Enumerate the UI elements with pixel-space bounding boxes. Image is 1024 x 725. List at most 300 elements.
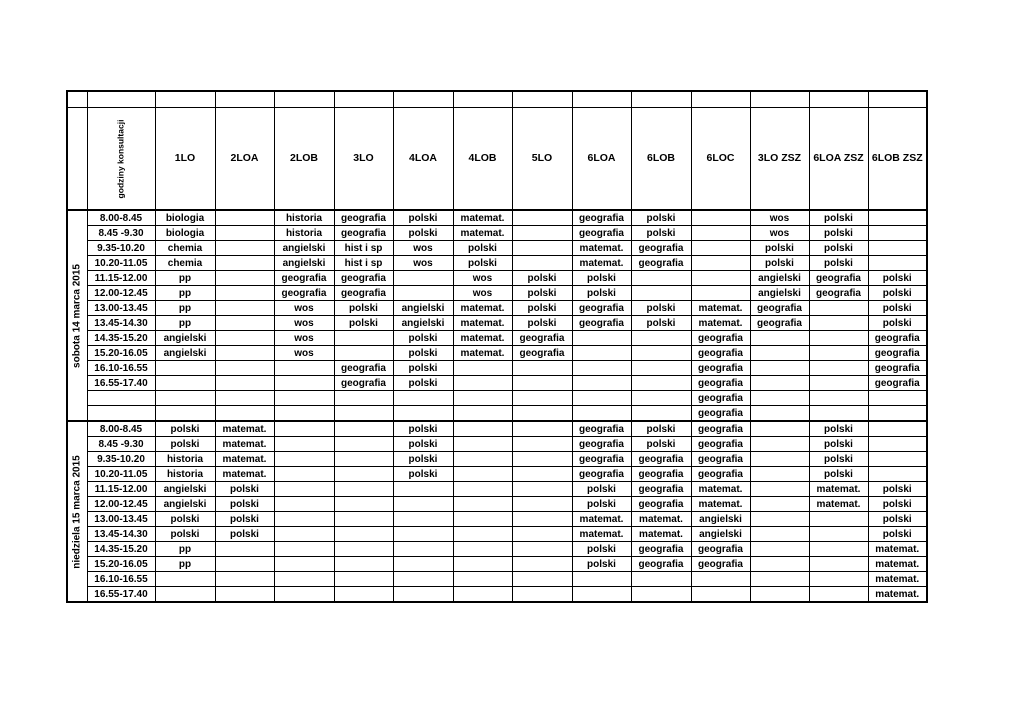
subject-cell <box>155 391 215 406</box>
subject-cell: wos <box>453 286 512 301</box>
subject-cell <box>868 452 927 467</box>
time-cell: 16.10-16.55 <box>87 572 155 587</box>
subject-cell <box>631 361 691 376</box>
subject-cell <box>691 210 750 226</box>
subject-cell: angielski <box>155 331 215 346</box>
subject-cell: wos <box>274 316 334 331</box>
time-cell <box>87 391 155 406</box>
subject-cell <box>809 316 868 331</box>
schedule-row <box>67 482 927 497</box>
subject-cell: matemat. <box>572 527 631 542</box>
subject-cell <box>572 376 631 391</box>
subject-cell: geografia <box>631 241 691 256</box>
time-cell: 16.10-16.55 <box>87 361 155 376</box>
subject-cell: geografia <box>334 286 393 301</box>
subject-cell: polski <box>393 467 453 482</box>
class-header-6LOA-ZSZ: 6LOA ZSZ <box>809 108 868 211</box>
schedule-table <box>66 90 928 603</box>
subject-cell <box>512 587 572 603</box>
subject-cell <box>215 286 274 301</box>
time-cell: 13.45-14.30 <box>87 527 155 542</box>
subject-cell <box>868 421 927 437</box>
subject-cell: biologia <box>155 226 215 241</box>
time-cell: 10.20-11.05 <box>87 467 155 482</box>
subject-cell: polski <box>512 286 572 301</box>
subject-cell: historia <box>155 452 215 467</box>
subject-cell: geografia <box>868 361 927 376</box>
subject-cell <box>750 437 809 452</box>
subject-cell: wos <box>274 346 334 361</box>
schedule-row <box>67 316 927 331</box>
subject-cell <box>572 361 631 376</box>
subject-cell <box>215 226 274 241</box>
subject-cell: matemat. <box>453 210 512 226</box>
subject-cell: polski <box>868 482 927 497</box>
subject-cell <box>274 497 334 512</box>
schedule-row <box>67 527 927 542</box>
subject-cell <box>809 542 868 557</box>
subject-cell <box>809 361 868 376</box>
subject-cell <box>393 497 453 512</box>
subject-cell: polski <box>631 210 691 226</box>
subject-cell <box>809 331 868 346</box>
subject-cell <box>750 391 809 406</box>
subject-cell <box>512 452 572 467</box>
subject-cell: polski <box>868 301 927 316</box>
day-label: sobota 14 marca 2015 <box>71 263 83 368</box>
subject-cell <box>215 587 274 603</box>
subject-cell: wos <box>393 256 453 271</box>
subject-cell: pp <box>155 286 215 301</box>
subject-cell: wos <box>274 301 334 316</box>
time-cell: 16.55-17.40 <box>87 376 155 391</box>
subject-cell <box>274 452 334 467</box>
subject-cell: geografia <box>572 421 631 437</box>
subject-cell: polski <box>868 512 927 527</box>
subject-cell: polski <box>393 346 453 361</box>
subject-cell: polski <box>809 452 868 467</box>
subject-cell <box>512 497 572 512</box>
subject-cell: wos <box>750 210 809 226</box>
subject-cell <box>393 482 453 497</box>
class-header-6LOA: 6LOA <box>572 108 631 211</box>
schedule-row <box>67 286 927 301</box>
subject-cell <box>155 572 215 587</box>
day-label-cell <box>67 210 87 421</box>
subject-cell: polski <box>868 316 927 331</box>
time-cell: 9.35-10.20 <box>87 241 155 256</box>
subject-cell <box>631 286 691 301</box>
subject-cell: angielski <box>393 316 453 331</box>
subject-cell: geografia <box>572 210 631 226</box>
subject-cell <box>453 482 512 497</box>
time-cell: 13.45-14.30 <box>87 316 155 331</box>
subject-cell: polski <box>572 482 631 497</box>
subject-cell <box>631 331 691 346</box>
subject-cell: biologia <box>155 210 215 226</box>
time-cell: 15.20-16.05 <box>87 557 155 572</box>
class-header-3LO-ZSZ: 3LO ZSZ <box>750 108 809 211</box>
subject-cell: polski <box>215 482 274 497</box>
subject-cell: geografia <box>572 316 631 331</box>
schedule-row <box>67 406 927 422</box>
subject-cell: polski <box>155 527 215 542</box>
subject-cell: polski <box>809 437 868 452</box>
blank-cell <box>691 91 750 108</box>
time-cell: 8.45 -9.30 <box>87 226 155 241</box>
subject-cell <box>631 587 691 603</box>
subject-cell: polski <box>750 241 809 256</box>
subject-cell: polski <box>155 421 215 437</box>
blank-cell <box>393 91 453 108</box>
schedule-row <box>67 497 927 512</box>
subject-cell: geografia <box>274 271 334 286</box>
top-blank-row <box>67 91 927 108</box>
subject-cell <box>453 437 512 452</box>
subject-cell <box>631 271 691 286</box>
subject-cell <box>572 391 631 406</box>
subject-cell: geografia <box>868 346 927 361</box>
subject-cell <box>334 572 393 587</box>
subject-cell: matemat. <box>572 256 631 271</box>
subject-cell: polski <box>809 241 868 256</box>
subject-cell: polski <box>393 421 453 437</box>
subject-cell: matemat. <box>453 301 512 316</box>
subject-cell <box>691 226 750 241</box>
subject-cell: geografia <box>334 376 393 391</box>
subject-cell <box>274 572 334 587</box>
subject-cell: geografia <box>691 331 750 346</box>
subject-cell: polski <box>631 437 691 452</box>
subject-cell <box>809 512 868 527</box>
subject-cell <box>334 527 393 542</box>
time-cell: 8.00-8.45 <box>87 210 155 226</box>
subject-cell <box>334 512 393 527</box>
subject-cell: geografia <box>334 361 393 376</box>
subject-cell <box>750 376 809 391</box>
subject-cell <box>393 286 453 301</box>
subject-cell <box>631 406 691 422</box>
subject-cell: geografia <box>631 482 691 497</box>
blank-cell <box>809 91 868 108</box>
subject-cell: angielski <box>750 286 809 301</box>
subject-cell: geografia <box>691 391 750 406</box>
subject-cell: polski <box>572 542 631 557</box>
subject-cell: angielski <box>155 346 215 361</box>
subject-cell <box>453 376 512 391</box>
subject-cell: angielski <box>691 512 750 527</box>
time-cell: 12.00-12.45 <box>87 286 155 301</box>
schedule-row <box>67 376 927 391</box>
subject-cell <box>334 542 393 557</box>
subject-cell <box>334 482 393 497</box>
header-corner-cell <box>67 108 87 211</box>
subject-cell: matemat. <box>453 331 512 346</box>
subject-cell: polski <box>868 286 927 301</box>
subject-cell: matemat. <box>215 421 274 437</box>
subject-cell: geografia <box>691 361 750 376</box>
subject-cell <box>750 361 809 376</box>
subject-cell: historia <box>274 226 334 241</box>
subject-cell: polski <box>155 437 215 452</box>
class-header-3LO: 3LO <box>334 108 393 211</box>
blank-cell <box>572 91 631 108</box>
subject-cell: geografia <box>631 557 691 572</box>
subject-cell <box>215 361 274 376</box>
subject-cell <box>453 557 512 572</box>
subject-cell <box>334 346 393 361</box>
subject-cell <box>274 467 334 482</box>
subject-cell <box>155 587 215 603</box>
time-cell: 8.45 -9.30 <box>87 437 155 452</box>
subject-cell: polski <box>215 497 274 512</box>
subject-cell <box>631 376 691 391</box>
subject-cell <box>750 512 809 527</box>
blank-cell <box>215 91 274 108</box>
subject-cell: polski <box>868 271 927 286</box>
time-cell: 8.00-8.45 <box>87 421 155 437</box>
subject-cell <box>334 452 393 467</box>
subject-cell <box>453 467 512 482</box>
schedule-row <box>67 241 927 256</box>
subject-cell: polski <box>631 301 691 316</box>
subject-cell: hist i sp <box>334 256 393 271</box>
subject-cell <box>453 512 512 527</box>
subject-cell: pp <box>155 301 215 316</box>
subject-cell: matemat. <box>691 301 750 316</box>
subject-cell <box>453 452 512 467</box>
subject-cell <box>274 542 334 557</box>
subject-cell <box>215 557 274 572</box>
subject-cell <box>215 406 274 422</box>
blank-cell <box>334 91 393 108</box>
subject-cell <box>750 406 809 422</box>
subject-cell: chemia <box>155 256 215 271</box>
schedule-row <box>67 301 927 316</box>
subject-cell: geografia <box>334 226 393 241</box>
subject-cell: geografia <box>274 286 334 301</box>
subject-cell <box>512 361 572 376</box>
subject-cell: polski <box>809 467 868 482</box>
subject-cell <box>512 376 572 391</box>
subject-cell: polski <box>631 421 691 437</box>
subject-cell <box>691 286 750 301</box>
subject-cell <box>393 527 453 542</box>
subject-cell: geografia <box>809 271 868 286</box>
subject-cell: geografia <box>512 346 572 361</box>
subject-cell: polski <box>393 452 453 467</box>
subject-cell <box>334 437 393 452</box>
subject-cell: wos <box>393 241 453 256</box>
subject-cell <box>334 331 393 346</box>
subject-cell: geografia <box>572 467 631 482</box>
subject-cell: geografia <box>631 542 691 557</box>
subject-cell <box>512 542 572 557</box>
time-cell: 11.15-12.00 <box>87 271 155 286</box>
subject-cell <box>512 421 572 437</box>
subject-cell <box>750 452 809 467</box>
schedule-row <box>67 226 927 241</box>
subject-cell <box>274 512 334 527</box>
subject-cell <box>274 557 334 572</box>
blank-cell <box>67 91 87 108</box>
subject-cell: polski <box>572 286 631 301</box>
subject-cell <box>453 421 512 437</box>
subject-cell <box>750 331 809 346</box>
subject-cell <box>631 346 691 361</box>
subject-cell: geografia <box>868 331 927 346</box>
header-row <box>67 108 927 211</box>
subject-cell: matemat. <box>453 226 512 241</box>
subject-cell <box>512 437 572 452</box>
subject-cell <box>572 572 631 587</box>
schedule-row <box>67 587 927 603</box>
subject-cell <box>215 391 274 406</box>
subject-cell: pp <box>155 271 215 286</box>
subject-cell: polski <box>393 437 453 452</box>
subject-cell: polski <box>215 512 274 527</box>
blank-cell <box>274 91 334 108</box>
subject-cell: matemat. <box>631 512 691 527</box>
subject-cell <box>155 376 215 391</box>
subject-cell <box>274 587 334 603</box>
subject-cell: geografia <box>691 406 750 422</box>
subject-cell <box>453 542 512 557</box>
time-cell: 16.55-17.40 <box>87 587 155 603</box>
subject-cell <box>809 346 868 361</box>
subject-cell <box>393 557 453 572</box>
subject-cell <box>215 316 274 331</box>
schedule-body <box>67 91 927 602</box>
subject-cell <box>453 572 512 587</box>
subject-cell: polski <box>809 226 868 241</box>
blank-cell <box>631 91 691 108</box>
time-cell: 15.20-16.05 <box>87 346 155 361</box>
subject-cell: polski <box>572 271 631 286</box>
subject-cell <box>155 406 215 422</box>
subject-cell: polski <box>393 376 453 391</box>
subject-cell: wos <box>274 331 334 346</box>
subject-cell: polski <box>631 316 691 331</box>
schedule-row <box>67 271 927 286</box>
subject-cell: polski <box>393 226 453 241</box>
subject-cell <box>809 376 868 391</box>
subject-cell: matemat. <box>453 346 512 361</box>
subject-cell <box>750 346 809 361</box>
class-header-6LOC: 6LOC <box>691 108 750 211</box>
subject-cell: angielski <box>691 527 750 542</box>
subject-cell <box>750 421 809 437</box>
day-label-cell <box>67 421 87 602</box>
subject-cell: matemat. <box>868 557 927 572</box>
subject-cell: geografia <box>631 256 691 271</box>
schedule-row <box>67 210 927 226</box>
subject-cell: historia <box>155 467 215 482</box>
subject-cell <box>334 467 393 482</box>
subject-cell: matemat. <box>453 316 512 331</box>
subject-cell <box>274 437 334 452</box>
subject-cell: polski <box>393 331 453 346</box>
subject-cell: angielski <box>393 301 453 316</box>
subject-cell <box>512 226 572 241</box>
subject-cell: polski <box>155 512 215 527</box>
subject-cell <box>215 572 274 587</box>
class-header-4LOB: 4LOB <box>453 108 512 211</box>
subject-cell: geografia <box>512 331 572 346</box>
subject-cell <box>512 572 572 587</box>
subject-cell: geografia <box>691 346 750 361</box>
subject-cell: polski <box>572 557 631 572</box>
subject-cell <box>512 557 572 572</box>
subject-cell: polski <box>512 301 572 316</box>
hours-header-cell <box>87 108 155 211</box>
schedule-row <box>67 542 927 557</box>
subject-cell <box>868 226 927 241</box>
blank-cell <box>155 91 215 108</box>
subject-cell <box>215 542 274 557</box>
subject-cell <box>691 587 750 603</box>
subject-cell: geografia <box>691 557 750 572</box>
subject-cell: matemat. <box>809 497 868 512</box>
subject-cell <box>155 361 215 376</box>
time-cell <box>87 406 155 422</box>
subject-cell <box>512 512 572 527</box>
subject-cell <box>691 256 750 271</box>
subject-cell: matemat. <box>868 542 927 557</box>
subject-cell <box>274 361 334 376</box>
subject-cell <box>868 241 927 256</box>
subject-cell: polski <box>750 256 809 271</box>
subject-cell <box>750 482 809 497</box>
schedule-row <box>67 512 927 527</box>
subject-cell <box>868 467 927 482</box>
time-cell: 11.15-12.00 <box>87 482 155 497</box>
subject-cell <box>453 391 512 406</box>
subject-cell: chemia <box>155 241 215 256</box>
subject-cell: geografia <box>691 437 750 452</box>
subject-cell <box>868 256 927 271</box>
subject-cell: pp <box>155 316 215 331</box>
subject-cell <box>868 406 927 422</box>
subject-cell: matemat. <box>691 497 750 512</box>
subject-cell <box>809 527 868 542</box>
subject-cell <box>631 391 691 406</box>
subject-cell: geografia <box>691 542 750 557</box>
subject-cell: wos <box>750 226 809 241</box>
subject-cell: angielski <box>750 271 809 286</box>
subject-cell <box>809 391 868 406</box>
subject-cell: matemat. <box>572 241 631 256</box>
subject-cell: matemat. <box>868 587 927 603</box>
subject-cell: polski <box>809 421 868 437</box>
subject-cell: geografia <box>750 301 809 316</box>
subject-cell: angielski <box>155 482 215 497</box>
subject-cell: geografia <box>631 497 691 512</box>
subject-cell <box>393 542 453 557</box>
subject-cell <box>809 587 868 603</box>
subject-cell: geografia <box>572 226 631 241</box>
subject-cell <box>274 421 334 437</box>
subject-cell: polski <box>868 497 927 512</box>
subject-cell <box>750 542 809 557</box>
subject-cell: polski <box>512 271 572 286</box>
subject-cell <box>215 331 274 346</box>
subject-cell <box>512 406 572 422</box>
subject-cell <box>809 557 868 572</box>
subject-cell <box>215 210 274 226</box>
subject-cell <box>512 241 572 256</box>
subject-cell: angielski <box>155 497 215 512</box>
